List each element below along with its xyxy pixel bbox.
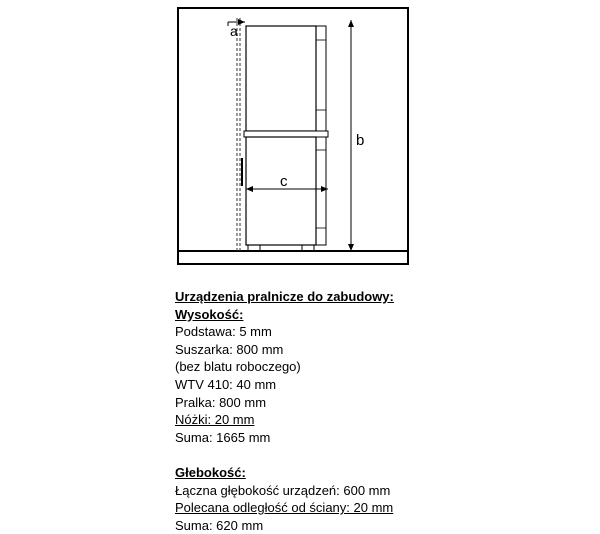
- height-line: Nóżki: 20 mm: [175, 412, 255, 428]
- height-line: WTV 410: 40 mm: [175, 376, 277, 392]
- washer-unit: [242, 137, 326, 251]
- label-a: a: [230, 23, 238, 39]
- depth-line: Polecana odległość od ściany: 20 mm: [175, 500, 394, 516]
- height-title: Wysokość:: [175, 306, 244, 322]
- height-line: Podstawa: 5 mm: [175, 324, 272, 340]
- label-c: c: [280, 173, 288, 190]
- height-line: (bez blatu roboczego): [175, 359, 301, 375]
- depth-title: Głebokość:: [175, 464, 246, 480]
- dimension-b-arrow: [348, 20, 354, 251]
- specs-heading: Urządzenia pralnicze do zabudowy:: [175, 289, 394, 304]
- depth-total: Suma: 620 mm: [175, 517, 264, 533]
- dryer-unit: [246, 26, 326, 131]
- depth-line: Łączna głębokość urządzeń: 600 mm: [175, 482, 391, 498]
- height-line: Pralka: 800 mm: [175, 394, 267, 410]
- stacking-kit: [244, 131, 328, 137]
- label-b: b: [356, 132, 365, 149]
- specifications: [175, 288, 394, 534]
- wall: [237, 18, 240, 251]
- height-total: Suma: 1665 mm: [175, 429, 271, 445]
- height-line: Suszarka: 800 mm: [175, 341, 284, 357]
